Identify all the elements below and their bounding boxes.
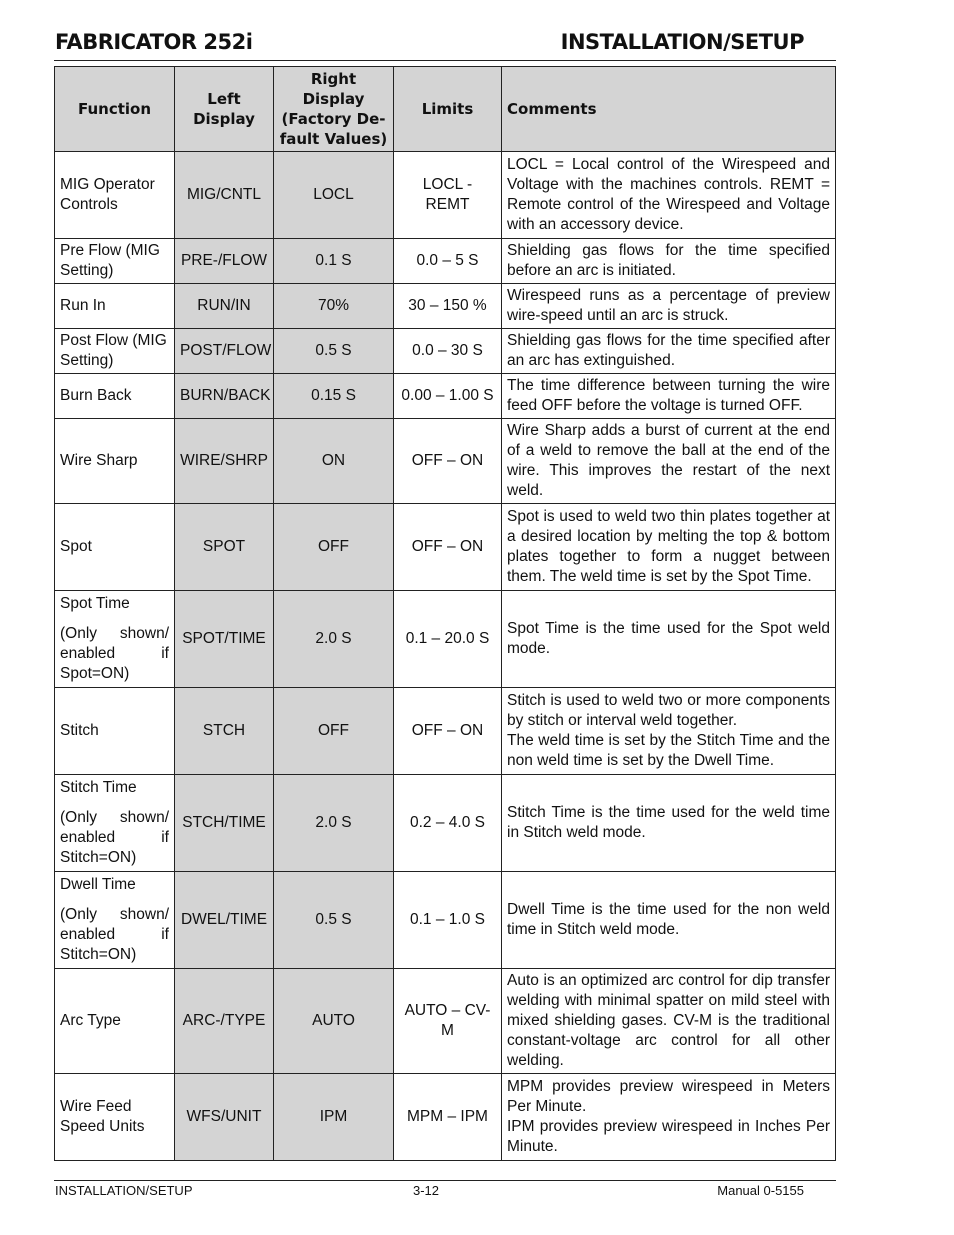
right-display-cell: 0.1 S (274, 239, 394, 284)
product-title: FABRICATOR 252i (55, 30, 253, 54)
table-row (55, 775, 836, 872)
left-display-cell: SPOT (175, 504, 274, 591)
limits-cell: OFF – ON (394, 688, 502, 775)
right-display-cell: 0.5 S (274, 329, 394, 374)
function-cell (55, 504, 175, 591)
column-header-right-display: Right Display (Factory De-fault Values) (274, 67, 394, 152)
limits-cell: 0.1 – 20.0 S (394, 591, 502, 688)
section-title: INSTALLATION/SETUP (560, 30, 804, 54)
column-header-left-display: Left Display (175, 67, 274, 152)
footer-section: INSTALLATION/SETUP (55, 1183, 193, 1198)
table-row (55, 688, 836, 775)
limits-cell: AUTO – CV-M (394, 969, 502, 1074)
table-row (55, 504, 836, 591)
header-rule (54, 60, 836, 61)
function-note: (Only shown/ enabled if Stitch=ON) (60, 809, 169, 866)
right-display-cell: 0.15 S (274, 374, 394, 419)
limits-cell: 30 – 150 % (394, 284, 502, 329)
limits-cell: LOCL - REMT (394, 152, 502, 239)
column-header-limits: Limits (394, 67, 502, 152)
comments-cell: Shielding gas flows for the time specified after an arc has extinguished. (502, 329, 836, 374)
comments-cell: Auto is an optimized arc control for dip transfer welding with minimal spatter on mild steel with mixed shielding gases. CV-M is the traditional constant-voltage arc control for all other welding. (502, 969, 836, 1074)
column-header-function: Function (55, 67, 175, 152)
right-display-cell: 2.0 S (274, 775, 394, 872)
table-header-row (55, 67, 836, 152)
table-row (55, 419, 836, 504)
function-cell (55, 419, 175, 504)
function-name: Post Flow (MIG Setting) (60, 332, 167, 369)
left-display-cell: RUN/IN (175, 284, 274, 329)
function-cell (55, 239, 175, 284)
table-row (55, 329, 836, 374)
limits-cell: 0.0 – 30 S (394, 329, 502, 374)
function-name: Arc Type (60, 1012, 121, 1029)
left-display-cell: MIG/CNTL (175, 152, 274, 239)
comments-cell: Shielding gas flows for the time specified before an arc is initiated. (502, 239, 836, 284)
right-display-cell: 2.0 S (274, 591, 394, 688)
limits-cell: 0.00 – 1.00 S (394, 374, 502, 419)
table-row (55, 591, 836, 688)
comments-cell: LOCL = Local control of the Wirespeed and Voltage with the machines controls. REMT = Remote control of the Wirespeed and Voltage with an accessory device. (502, 152, 836, 239)
right-display-cell: LOCL (274, 152, 394, 239)
right-display-cell: OFF (274, 504, 394, 591)
function-note: (Only shown/ enabled if Stitch=ON) (60, 906, 169, 963)
left-display-cell: BURN/BACK (175, 374, 274, 419)
left-display-cell: ARC-/TYPE (175, 969, 274, 1074)
comments-cell: Dwell Time is the time used for the non weld time in Stitch weld mode. (502, 872, 836, 969)
function-cell (55, 775, 175, 872)
function-name: Dwell Time (60, 876, 136, 893)
function-name: Spot Time (60, 595, 130, 612)
comments-cell: Stitch is used to weld two or more components by stitch or interval weld together. The weld time is set by the Stitch Time and the non weld time is set by the Dwell Time. (502, 688, 836, 775)
table-row (55, 1074, 836, 1161)
table-row (55, 152, 836, 239)
table-row (55, 374, 836, 419)
parameter-table (54, 66, 836, 1161)
right-display-cell: 70% (274, 284, 394, 329)
function-cell (55, 152, 175, 239)
page-number: 3-12 (413, 1183, 440, 1198)
function-cell (55, 374, 175, 419)
left-display-cell: STCH/TIME (175, 775, 274, 872)
right-display-cell: AUTO (274, 969, 394, 1074)
left-display-cell: POST/FLOW (175, 329, 274, 374)
function-cell (55, 688, 175, 775)
right-display-cell: ON (274, 419, 394, 504)
left-display-cell: WFS/UNIT (175, 1074, 274, 1161)
comments-cell: Spot is used to weld two thin plates together at a desired location by melting the top & bottom plates together to form a nugget between them. The weld time is set by the Spot Time. (502, 504, 836, 591)
table-row (55, 239, 836, 284)
table-row (55, 969, 836, 1074)
limits-cell: OFF – ON (394, 419, 502, 504)
limits-cell: 0.0 – 5 S (394, 239, 502, 284)
limits-cell: OFF – ON (394, 504, 502, 591)
table-row (55, 872, 836, 969)
function-cell (55, 329, 175, 374)
function-name: Stitch Time (60, 779, 137, 796)
function-name: Wire Sharp (60, 452, 138, 469)
function-name: Wire Feed Speed Units (60, 1098, 145, 1135)
right-display-cell: OFF (274, 688, 394, 775)
footer-rule (54, 1180, 836, 1181)
left-display-cell: DWEL/TIME (175, 872, 274, 969)
comments-cell: The time difference between turning the wire feed OFF before the voltage is turned OFF. (502, 374, 836, 419)
function-name: Pre Flow (MIG Setting) (60, 242, 160, 279)
function-cell (55, 969, 175, 1074)
limits-cell: 0.1 – 1.0 S (394, 872, 502, 969)
left-display-cell: PRE-/FLOW (175, 239, 274, 284)
left-display-cell: WIRE/SHRP (175, 419, 274, 504)
left-display-cell: STCH (175, 688, 274, 775)
manual-number: Manual 0-5155 (717, 1183, 804, 1198)
column-header-comments: Comments (502, 67, 836, 152)
function-name: Stitch (60, 722, 99, 739)
function-cell (55, 591, 175, 688)
function-name: Spot (60, 538, 92, 555)
limits-cell: 0.2 – 4.0 S (394, 775, 502, 872)
comments-cell: Wirespeed runs as a percentage of preview wire-speed until an arc is struck. (502, 284, 836, 329)
comments-cell: Wire Sharp adds a burst of current at the end of a weld to remove the ball at the end of the wire. This improves the restart of the next weld. (502, 419, 836, 504)
function-cell (55, 1074, 175, 1161)
comments-cell: Spot Time is the time used for the Spot weld mode. (502, 591, 836, 688)
function-name: MIG Operator Controls (60, 176, 155, 213)
function-cell (55, 284, 175, 329)
right-display-cell: IPM (274, 1074, 394, 1161)
right-display-cell: 0.5 S (274, 872, 394, 969)
table-row (55, 284, 836, 329)
left-display-cell: SPOT/TIME (175, 591, 274, 688)
function-name: Run In (60, 297, 106, 314)
function-note: (Only shown/ enabled if Spot=ON) (60, 625, 169, 682)
function-cell (55, 872, 175, 969)
function-name: Burn Back (60, 387, 132, 404)
comments-cell: MPM provides preview wirespeed in Meters Per Minute. IPM provides preview wirespeed in Inches Per Minute. (502, 1074, 836, 1161)
comments-cell: Stitch Time is the time used for the weld time in Stitch weld mode. (502, 775, 836, 872)
limits-cell: MPM – IPM (394, 1074, 502, 1161)
